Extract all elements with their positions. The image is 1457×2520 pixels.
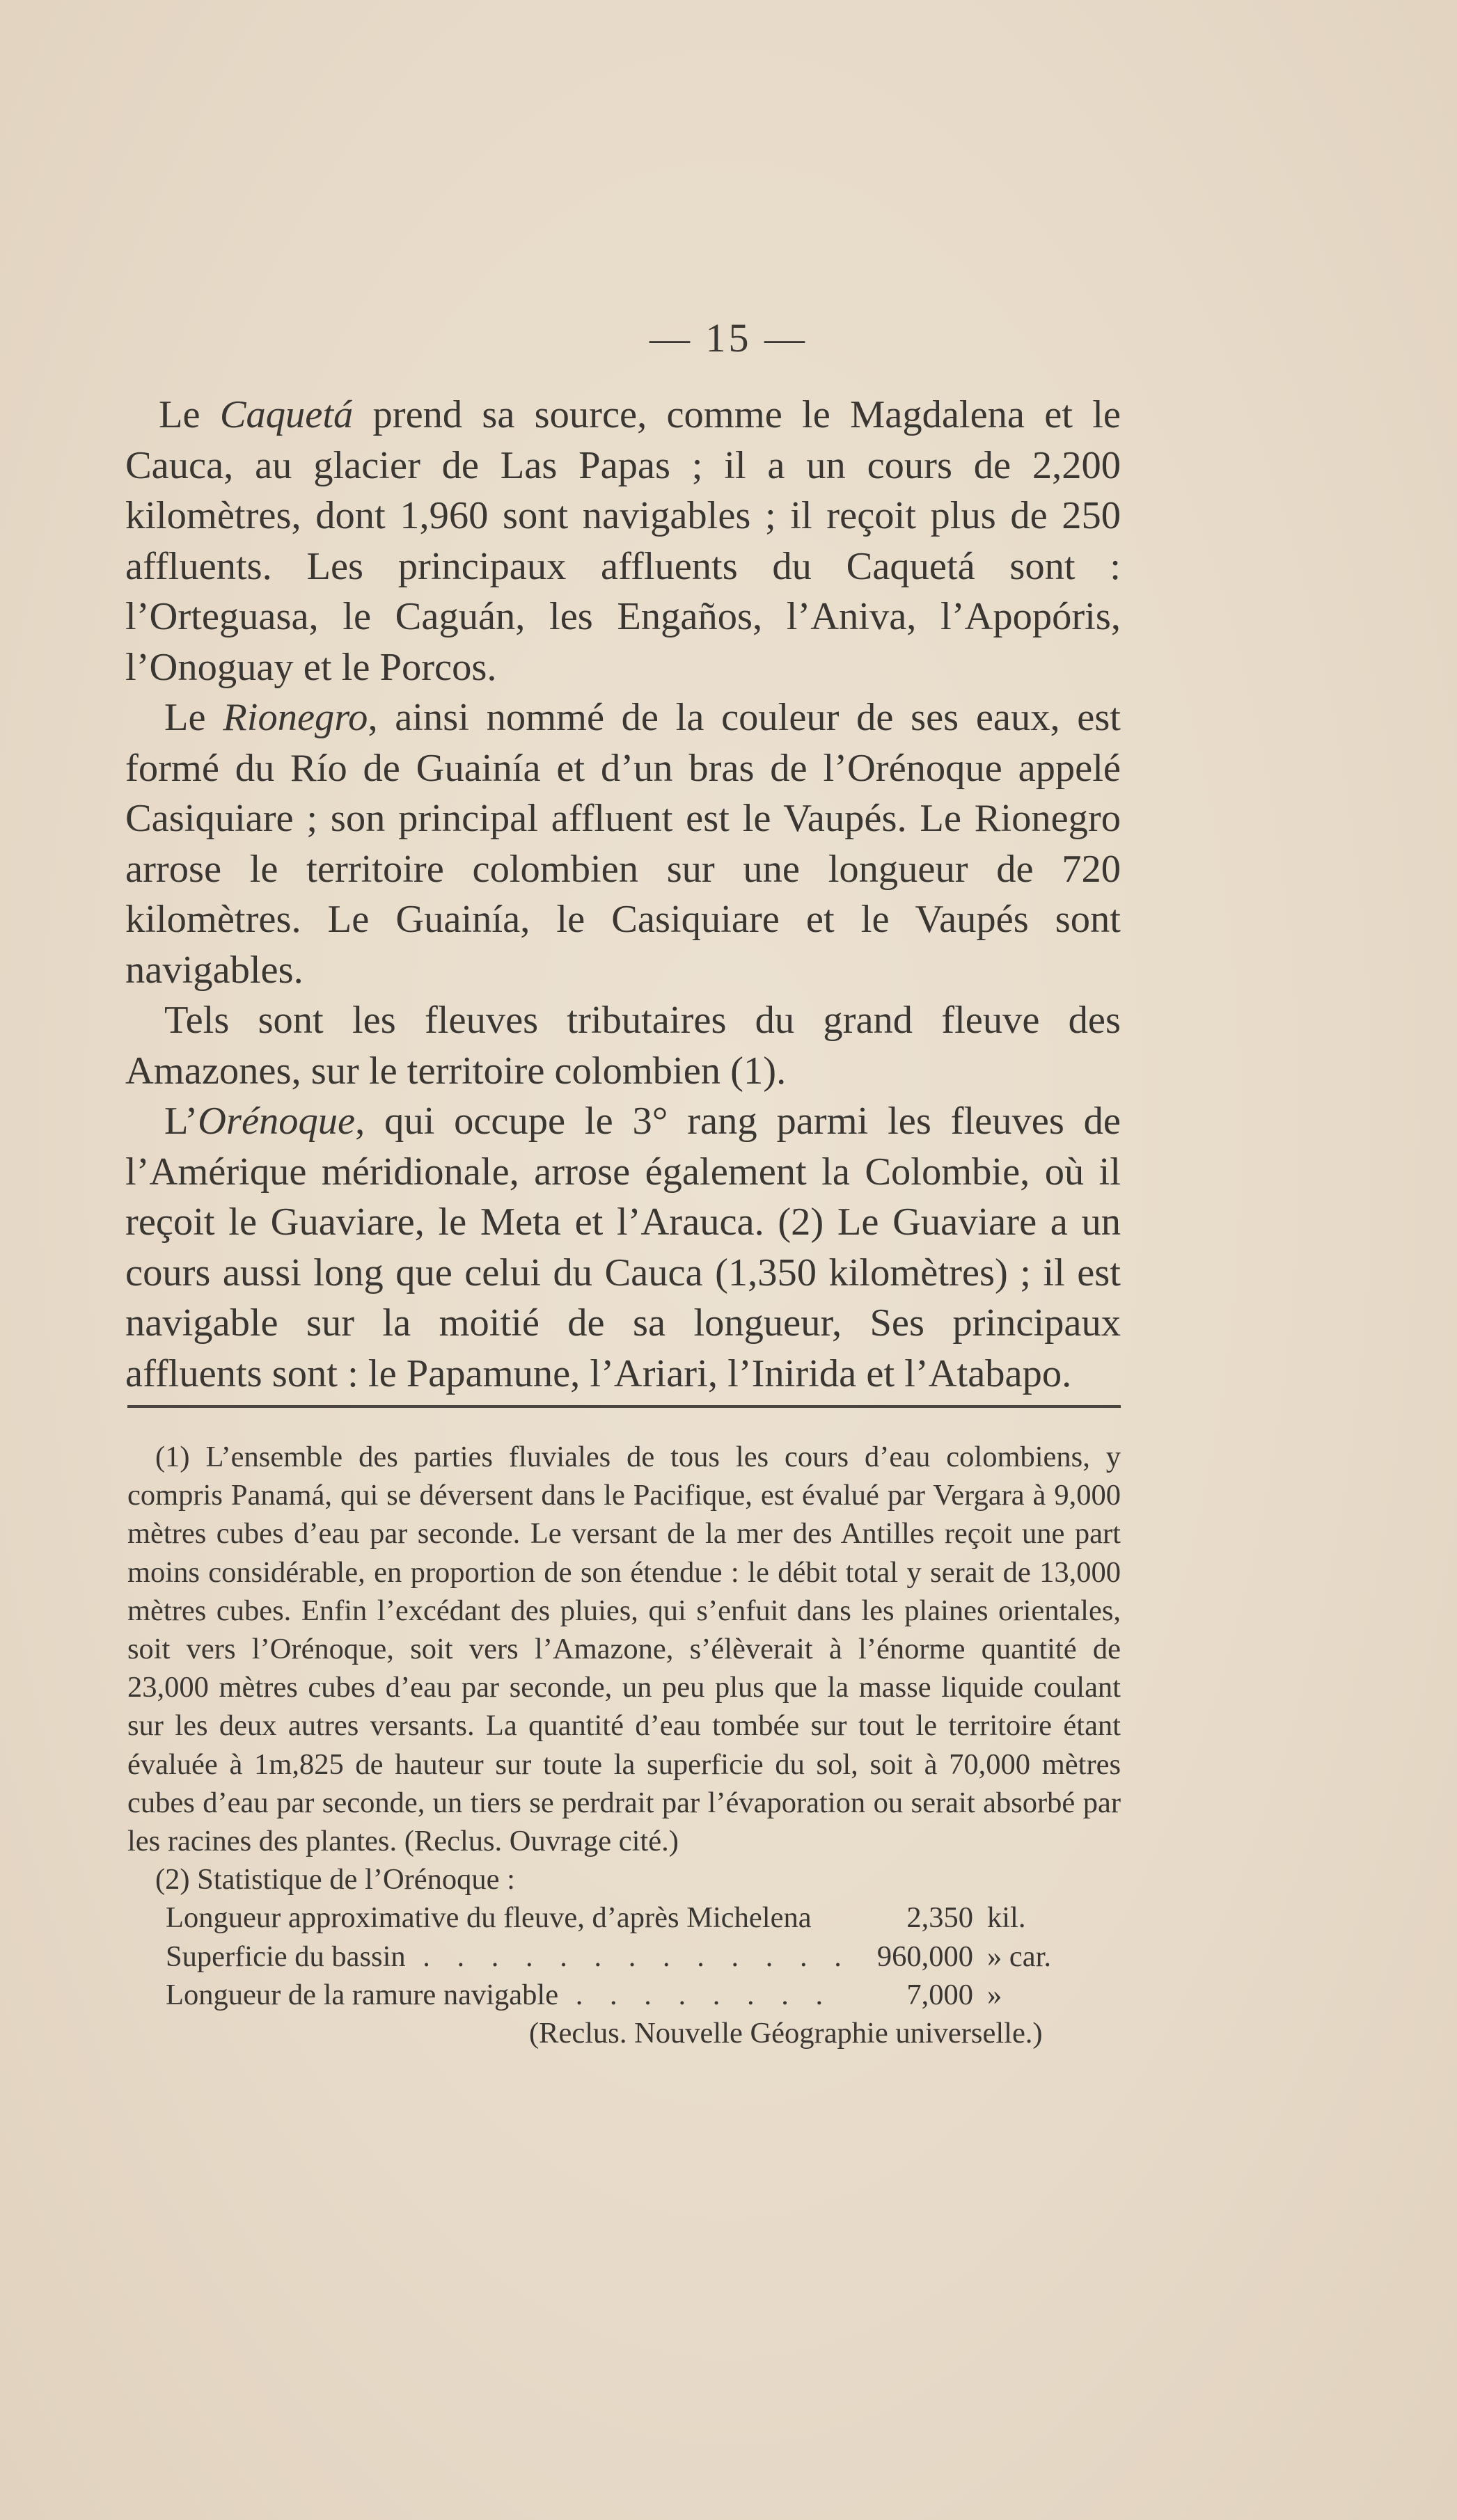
footnote-source: (Reclus. Nouvelle Géographie universelle.) bbox=[529, 2017, 1043, 2050]
stat-label: Longueur approximative du fleuve, d’après Michelena bbox=[166, 1901, 812, 1935]
paragraph-rionegro-lead: Le bbox=[164, 696, 223, 739]
stat-row-length bbox=[166, 1899, 1078, 1937]
stat-label: Longueur de la ramure navigable . . . bbox=[166, 1976, 841, 2014]
footnote-2-title: (2) Statistique de l’Orénoque : bbox=[155, 1863, 515, 1896]
paragraph-orenoque bbox=[125, 1096, 1121, 1399]
stat-row-area bbox=[166, 1937, 1078, 1976]
term-rionegro: Rionegro bbox=[223, 696, 368, 739]
stat-value: 2,350 bbox=[906, 1901, 973, 1935]
footnote-divider bbox=[127, 1405, 1121, 1408]
paragraph-caqueta-text: prend sa source, comme le Magdalena et le Cauca, au glacier de Las Papas ; il a un cours de 2,200 kilomètres, dont 1,960 sont navigables ; il reçoit plus de 250 affluents. Les principaux affluents du Caquetá sont : l’Orteguasa, le Caguán, les Engaños, l’Aniva, l’Apopóris, l’Onoguay et le Porcos. bbox=[125, 393, 1121, 689]
term-orenoque: Orénoque bbox=[198, 1100, 356, 1143]
stats-table bbox=[127, 1899, 1121, 2014]
page-number: — 15 — bbox=[649, 315, 808, 360]
stat-unit: » car. bbox=[987, 1940, 1052, 1973]
paragraph-amazones: Tels sont les fleuves tributaires du grand fleuve des Amazones, sur le territoire colombien (1). bbox=[125, 999, 1121, 1093]
stat-label: Superficie du bassin . . . bbox=[166, 1937, 841, 1976]
footnote-1: (1) L’ensemble des parties fluviales de tous les cours d’eau colombiens, y compris Panamá, qui se déversent dans le Pacifique, est évalué par Vergara à 9,000 mètres cubes d’eau par seconde. Le versant de la mer des Antilles reçoit une part moins considérable, en proportion de son étendue : le débit total y serait de 13,000 mètres cubes. Enfin l’excédant des pluies, qui s’enfuit dans les plaines orientales, soit vers l’Orénoque, soit vers l’Amazone, s’élèverait à l’énorme quantité de 23,000 mètres cubes d’eau par seconde, un peu plus que la masse liquide coulant sur les deux autres versants. La quantité d’eau tombée sur tout le territoire étant évaluée à 1m,825 de hauteur sur toute la superficie du sol, soit à 70,000 mètres cubes d’eau par seconde, un tiers se perdrait par l’évaporation ou serait absorbé par les racines des plantes. (Reclus. Ouvrage cité.) bbox=[127, 1441, 1121, 1858]
stat-unit: kil. bbox=[987, 1901, 1026, 1935]
footnotes bbox=[127, 1438, 1121, 2052]
paragraph-rionegro-text: , ainsi nommé de la couleur de ses eaux, est formé du Río de Guainía et d’un bras de l’Orénoque appelé Casiquiare ; son principal affluent est le Vaupés. Le Rionegro arrose le territoire colombien sur une longueur de 720 kilomètres. Le Guainía, le Casiquiare et le Vaupés sont navigables. bbox=[125, 696, 1121, 992]
stat-row-navigable bbox=[166, 1976, 1078, 2014]
term-caqueta: Caquetá bbox=[219, 393, 354, 436]
paragraph-caqueta-lead: Le bbox=[159, 393, 220, 436]
paragraph-caqueta bbox=[125, 390, 1121, 692]
paragraph-orenoque-text: , qui occupe le 3° rang parmi les fleuves de l’Amérique méridionale, arrose également la Colombie, où il reçoit le Guaviare, le Meta et l’Arauca. (2) Le Guaviare a un cours aussi long que celui du Cauca (1,350 kilomètres) ; il est navigable sur la moitié de sa longueur, Ses principaux affluents sont : le Papamune, l’Ariari, l’Inirida et l’Atabapo. bbox=[125, 1100, 1121, 1395]
stat-unit: » bbox=[987, 1978, 1002, 2011]
stat-value: 960,000 bbox=[876, 1940, 973, 1973]
paragraph-rionegro bbox=[125, 692, 1121, 995]
stat-value: 7,000 bbox=[906, 1978, 973, 2011]
main-text bbox=[125, 390, 1121, 1399]
paragraph-orenoque-lead: L’ bbox=[164, 1100, 198, 1143]
